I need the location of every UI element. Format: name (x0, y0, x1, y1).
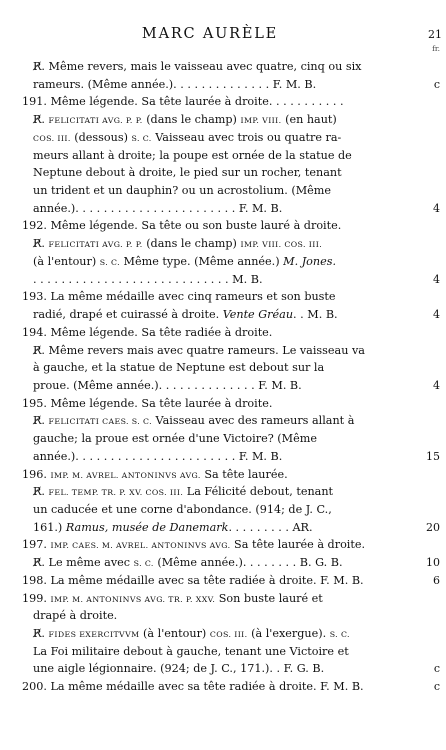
text-line (0, 271, 446, 289)
text-segment: drapé à droite. (33, 609, 118, 623)
text-line (0, 572, 446, 590)
line-text (33, 58, 361, 76)
line-text (33, 625, 350, 644)
text-segment: R̸. (33, 414, 49, 428)
line-text (33, 200, 282, 218)
text-line (0, 164, 446, 182)
text-line (0, 430, 446, 448)
legend-smallcaps: COS. III. (33, 133, 71, 143)
line-text (33, 76, 316, 94)
text-line (0, 129, 446, 147)
legend-smallcaps: S. C. (99, 257, 120, 267)
text-segment: Même revers, mais le vaisseau avec quatre, cinq ou six (48, 60, 362, 73)
legend-smallcaps: IMP. M. AVREL. ANTONINVS AVG. (50, 470, 201, 480)
text-segment: . . . . . . . . . . . . . . . . . . . . . . . . . . . . (33, 272, 233, 286)
text-segment: rameurs. (Même année.). . . . . . . . . . . . . . (33, 77, 273, 91)
text-segment: Son buste lauré et (215, 591, 323, 605)
price-value: 4 (433, 308, 440, 322)
legend-smallcaps: IMP. CAES. M. AVREL. ANTONINVS AVG. (50, 541, 231, 551)
italic-reference: Vente Gréau (222, 308, 294, 322)
text-segment: R̸. (33, 237, 49, 251)
line-text (33, 359, 324, 377)
text-segment: (dans le champ) (142, 237, 241, 251)
text-segment: F. M. B. (258, 378, 302, 392)
text-segment: Neptune debout à droite, le pied sur un rocher, tenant (33, 166, 342, 180)
price-value: c (433, 680, 440, 694)
text-line (0, 678, 446, 696)
line-text (22, 395, 272, 413)
text-line (0, 288, 446, 306)
line-text (33, 164, 342, 182)
text-segment: F. M. B. (238, 201, 283, 215)
line-text (22, 590, 323, 609)
text-segment: (à l'exergue). (247, 627, 330, 641)
text-segment: 193. La même médaille avec cinq rameurs et son buste (22, 290, 336, 304)
text-line (0, 182, 446, 200)
line-text (33, 342, 365, 360)
text-line (0, 395, 446, 413)
price-value: 20 (426, 520, 440, 534)
legend-smallcaps: IMP. VIII. COS. III. (240, 240, 323, 250)
text-segment: 197. (22, 538, 51, 552)
legend-smallcaps: IMP. VIII. (240, 116, 282, 126)
line-text (33, 111, 337, 130)
text-segment: 199. (22, 591, 51, 605)
text-segment: Même revers mais avec quatre rameurs. Le vaisseau va (48, 343, 365, 357)
text-segment: R̸. (33, 556, 49, 570)
text-segment: année.). . . . . . . . . . . . . . . . . . . . . . . (33, 201, 239, 215)
line-text (22, 466, 288, 485)
text-segment: 195. Même légende. Sa tête laurée à droite. (22, 396, 273, 410)
price-value: c (433, 662, 440, 676)
line-text (33, 235, 322, 254)
text-segment: Vaisseau avec trois ou quatre ra- (151, 130, 342, 144)
text-segment: une aigle légionnaire. (924; de J. C., 171.). . (33, 662, 284, 676)
text-segment: Sa tête laurée. (200, 467, 288, 481)
text-line (0, 466, 446, 484)
text-segment: R̸. (33, 485, 49, 499)
text-segment: un caducée et une corne d'abondance. (914; de J. C., (33, 503, 332, 516)
line-text (33, 660, 324, 678)
line-text (33, 377, 302, 395)
line-text (33, 271, 263, 289)
text-line (0, 342, 446, 360)
legend-smallcaps: COS. III. (209, 630, 248, 640)
legend-smallcaps: FELICITATI CAES. S. C. (48, 417, 152, 427)
text-segment: radié, drapé et cuirassé à droite. (33, 308, 223, 322)
text-line (0, 200, 446, 218)
running-header (0, 26, 446, 53)
text-segment: 191. Même légende. Sa tête laurée à droite. . . . . . . . . . . (22, 95, 344, 109)
text-segment: Sa tête laurée à droite. (230, 538, 366, 552)
line-text (33, 554, 343, 573)
text-line (0, 412, 446, 430)
line-text (33, 129, 341, 148)
legend-smallcaps: FIDES EXERCITVVM (48, 630, 140, 640)
line-text (22, 288, 336, 306)
text-line (0, 643, 446, 661)
line-text (33, 412, 354, 431)
text-line (0, 519, 446, 537)
text-segment: R̸. (33, 113, 49, 127)
line-text (33, 306, 338, 324)
legend-smallcaps: S. C. (131, 133, 152, 143)
text-segment: Le même avec (48, 556, 134, 570)
text-line (0, 253, 446, 271)
text-segment: 192. Même légende. Sa tête ou son buste lauré à droite. (22, 219, 342, 233)
text-line (0, 76, 446, 94)
line-text (33, 483, 333, 502)
legend-smallcaps: FEL. TEMP. TR. P. XV. COS. III. (48, 488, 184, 498)
page-number: 21 (428, 28, 442, 41)
text-segment: 200. La même médaille avec sa tête radiée à droite. F. M. B. (22, 680, 364, 694)
price-value: c (433, 77, 440, 91)
text-line (0, 607, 446, 625)
text-segment: . . M. B. (293, 308, 338, 322)
line-text (33, 607, 117, 625)
text-line (0, 93, 446, 111)
text-segment: (dessous) (70, 130, 132, 144)
text-segment: . . . . . . . . . AR. (228, 520, 313, 534)
text-segment: 194. Même légende. Sa tête radiée à droite. (22, 325, 273, 339)
price-value: 10 (426, 556, 440, 570)
text-line (0, 660, 446, 678)
price-value: 4 (433, 201, 440, 215)
text-segment: F. M. B. (238, 449, 283, 463)
text-segment: (Même année.). . . . . . . . (153, 556, 300, 570)
text-line (0, 536, 446, 554)
line-text (33, 501, 332, 519)
line-text (22, 536, 365, 555)
text-line (0, 111, 446, 129)
text-segment: (dans le champ) (142, 113, 241, 127)
page-title: MARC AURÈLE (141, 26, 279, 42)
price-value: 4 (433, 272, 440, 286)
text-line (0, 554, 446, 572)
text-segment: (en haut) (281, 113, 337, 127)
text-line (0, 501, 446, 519)
line-text (33, 448, 282, 466)
legend-smallcaps: FELICITATI AVG. P. P. (48, 240, 143, 250)
text-segment: proue. (Même année.). . . . . . . . . . . . . . (33, 378, 259, 392)
italic-reference: M. Jones. (283, 254, 337, 268)
line-text (22, 572, 364, 590)
line-text (22, 678, 364, 696)
price-value: 6 (433, 573, 440, 587)
text-line (0, 448, 446, 466)
text-segment: un trident et un dauphin? ou un acrostolium. (Même (33, 184, 332, 198)
price-value: 15 (426, 449, 440, 463)
text-segment: à gauche, et la statue de Neptune est debout sur la (33, 361, 325, 375)
text-segment: (à l'entour) (33, 254, 100, 268)
text-segment: La Félicité debout, tenant (183, 485, 334, 499)
legend-smallcaps: IMP. M. ANTONINVS AVG. TR. P. XXV. (50, 594, 216, 604)
text-line (0, 590, 446, 608)
text-segment: gauche; la proue est ornée d'une Victoire? (Même (33, 432, 317, 446)
text-segment: F. M. B. (272, 77, 317, 91)
text-segment: B. G. B. (299, 556, 343, 570)
text-segment: meurs allant à droite; la poupe est ornée de la statue de (33, 148, 352, 162)
text-line (0, 147, 446, 165)
line-text (33, 253, 336, 272)
line-text (22, 217, 341, 235)
text-line (0, 483, 446, 501)
line-text (33, 430, 317, 448)
text-segment: F. G. B. (283, 662, 325, 676)
text-line (0, 306, 446, 324)
text-line (0, 324, 446, 342)
line-text (33, 182, 331, 200)
text-segment: (à l'entour) (139, 627, 210, 641)
legend-smallcaps: S. C. (133, 559, 154, 569)
text-segment: 196. (22, 467, 51, 481)
text-segment: Vaisseau avec des rameurs allant à (151, 414, 355, 428)
text-line (0, 217, 446, 235)
text-segment: R̸. (33, 627, 49, 641)
line-text (33, 519, 313, 537)
text-segment: M. B. (232, 272, 263, 286)
text-line (0, 377, 446, 395)
text-segment: R̸. (33, 343, 49, 357)
text-segment: année.). . . . . . . . . . . . . . . . . . . . . . . (33, 449, 239, 463)
line-text (33, 147, 352, 165)
line-text (33, 643, 349, 661)
price-value: 4 (433, 378, 440, 392)
text-segment: Même type. (Même année.) (119, 254, 284, 268)
text-line (0, 359, 446, 377)
italic-reference: Ramus, musée de Danemark (65, 520, 229, 534)
legend-smallcaps: FELICITATI AVG. P. P. (48, 116, 143, 126)
price-column-header: fr. (432, 44, 440, 53)
text-line (0, 625, 446, 643)
text-segment: La Foi militaire debout à gauche, tenant une Victoire et (33, 644, 349, 658)
text-segment: R̸. (33, 60, 49, 73)
text-line (0, 235, 446, 253)
line-text (22, 324, 272, 342)
text-segment: 198. La même médaille avec sa tête radiée à droite. F. M. B. (22, 573, 364, 587)
line-text (22, 93, 344, 111)
legend-smallcaps: S. C. (329, 630, 350, 640)
text-line (0, 58, 446, 76)
text-segment: 161.) (33, 520, 66, 534)
